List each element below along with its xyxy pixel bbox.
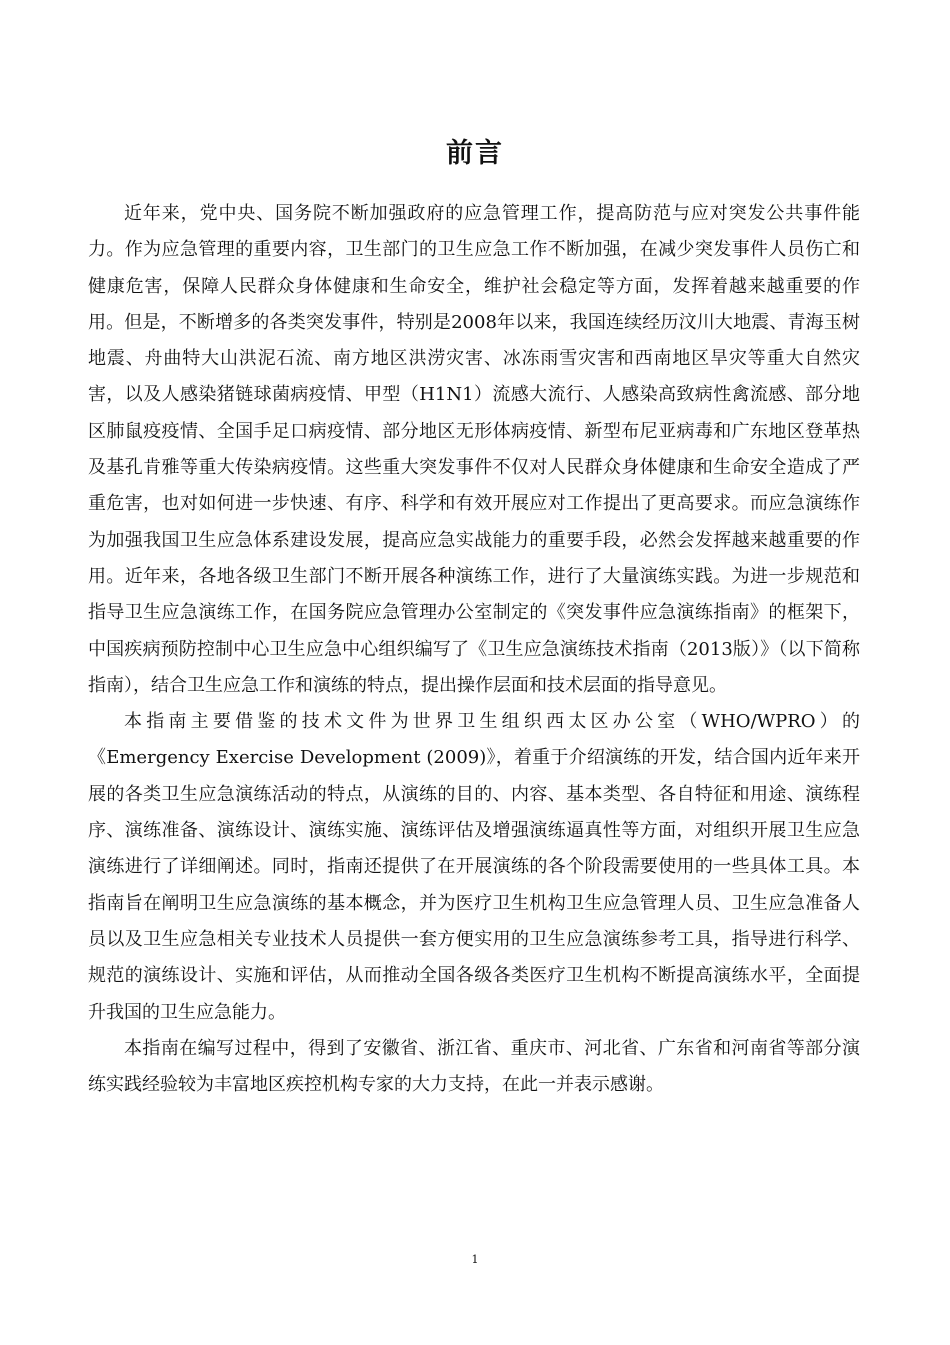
page-number: 1: [471, 1253, 479, 1266]
page-title: 前言: [446, 138, 504, 169]
paragraph-2: 本指南主要借鉴的技术文件为世界卫生组织西太区办公室（WHO/WPRO）的《Emergency Exercise Development (2009)》，着重于介绍演练的开发，结合国内近年来开展的各类卫生应急演练活动的特点，从演练的目的、内容、基本类型、各自特征和用途、演练程序、演练准备、演练设计、演练实施、演练评估及增强演练逼真性等方面，对组织开展卫生应急演练进行了详细阐述。同时，指南还提供了在开展演练的各个阶段需要使用的一些具体工具。本指南旨在阐明卫生应急演练的基本概念，并为医疗卫生机构卫生应急管理人员、卫生应急准备人员以及卫生应急相关专业技术人员提供一套方便实用的卫生应急演练参考工具，指导进行科学、规范的演练设计、实施和评估，从而推动全国各级各类医疗卫生机构不断提高演练水平，全面提升我国的卫生应急能力。: [88, 711, 860, 1023]
paragraph-1: 近年来，党中央、国务院不断加强政府的应急管理工作，提高防范与应对突发公共事件能力。作为应急管理的重要内容，卫生部门的卫生应急工作不断加强，在减少突发事件人员伤亡和健康危害，保障人民群众身体健康和生命安全，维护社会稳定等方面，发挥着越来越重要的作用。但是，不断增多的各类突发事件，特别是2008年以来，我国连续经历汶川大地震、青海玉树地震、舟曲特大山洪泥石流、南方地区洪涝灾害、冰冻雨雪灾害和西南地区旱灾等重大自然灾害，以及人感染猪链球菌病疫情、甲型（H1N1）流感大流行、人感染高致病性禽流感、部分地区肺鼠疫疫情、全国手足口病疫情、部分地区无形体病疫情、新型布尼亚病毒和广东地区登革热及基孔肯雅等重大传染病疫情。这些重大突发事件不仅对人民群众身体健康和生命安全造成了严重危害，也对如何进一步快速、有序、科学和有效开展应对工作提出了更高要求。而应急演练作为加强我国卫生应急体系建设发展，提高应急实战能力的重要手段，必然会发挥越来越重要的作用。近年来，各地各级卫生部门不断开展各种演练工作，进行了大量演练实践。为进一步规范和指导卫生应急演练工作，在国务院应急管理办公室制定的《突发事件应急演练指南》的框架下，中国疾病预防控制中心卫生应急中心组织编写了《卫生应急演练技术指南（2013版）》（以下简称指南），结合卫生应急工作和演练的特点，提出操作层面和技术层面的指导意见。: [88, 203, 860, 696]
paragraph-3: 本指南在编写过程中，得到了安徽省、浙江省、重庆市、河北省、广东省和河南省等部分演练实践经验较为丰富地区疾控机构专家的大力支持，在此一并表示感谢。: [88, 1037, 860, 1096]
body-text: [88, 196, 860, 1103]
